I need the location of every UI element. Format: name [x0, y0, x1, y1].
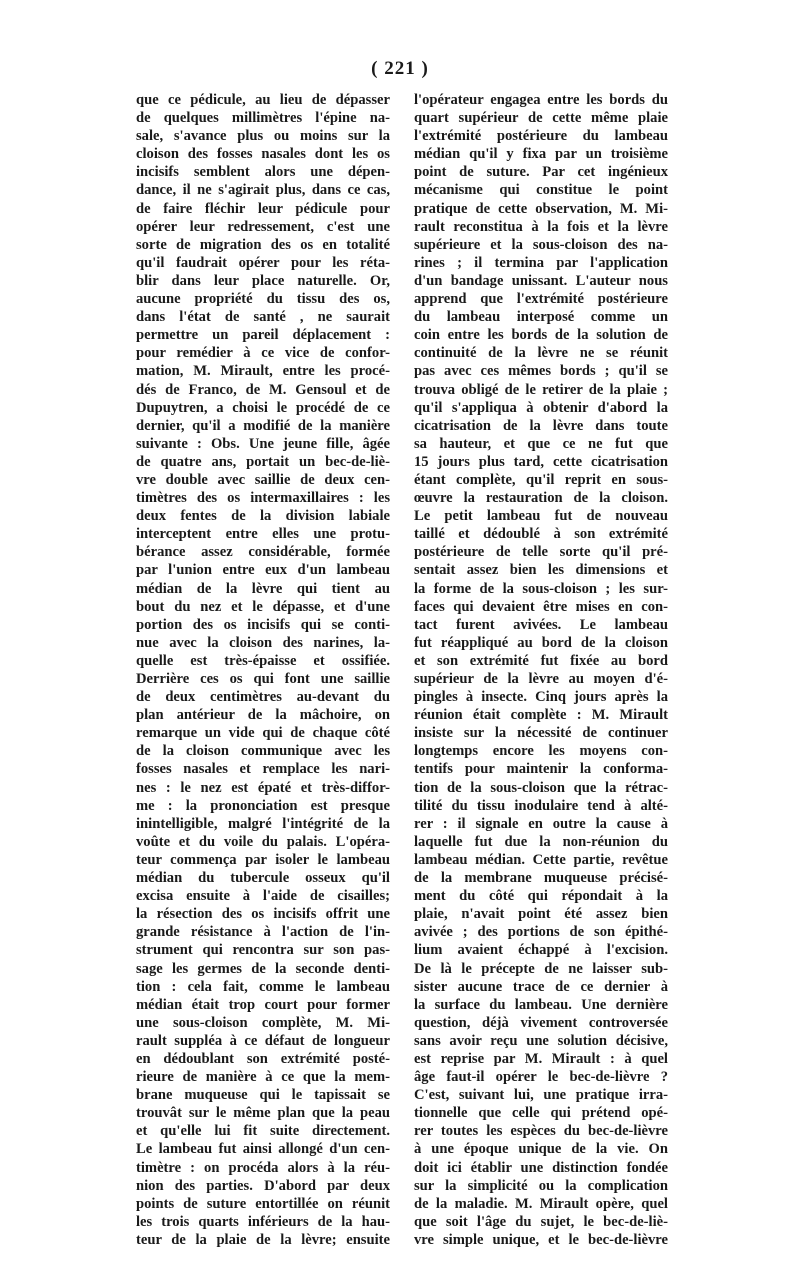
text-line: Le petit lambeau fut de nouveau: [414, 508, 668, 525]
text-line: est reprise par M. Mirault : à quel: [414, 1050, 668, 1067]
text-line: voûte et du voile du palais. L'opéra-: [136, 833, 390, 850]
text-line: tion : cela fait, comme le lambeau: [136, 978, 390, 995]
text-line: trouvât sur le même plan que la peau: [136, 1105, 390, 1122]
text-line: les trois quarts inférieurs de la hau-: [136, 1213, 390, 1230]
text-line: faces qui devaient être mises en con-: [414, 598, 668, 615]
text-line: taillé et dédoublé à son extrémité: [414, 526, 668, 543]
text-line: lium avaient échappé à l'excision.: [414, 942, 668, 959]
text-line: Le lambeau fut ainsi allongé d'un cen-: [136, 1141, 390, 1158]
text-line: réunion était complète : M. Mirault: [414, 707, 668, 724]
text-line: continuité de la lèvre ne se réunit: [414, 345, 668, 362]
text-line: médian du tubercule osseux qu'il: [136, 870, 390, 887]
text-line: de quelques millimètres l'épine na-: [136, 110, 390, 127]
text-line: rer toutes les espèces du bec-de-lièvre: [414, 1123, 668, 1140]
text-line: tionnelle que celle qui prétend opé-: [414, 1105, 668, 1122]
text-line: lambeau médian. Cette partie, revêtue: [414, 851, 668, 868]
text-line: timètre : on procéda alors à la réu-: [136, 1159, 390, 1176]
text-line: postérieure de telle sorte qu'il pré-: [414, 544, 668, 561]
text-line: trouva obligé de le retirer de la plaie ;: [414, 381, 668, 398]
text-line: étant complète, qu'il reprit en sous-: [414, 471, 668, 488]
text-line: strument qui rencontra sur son pas-: [136, 942, 390, 959]
text-line: rault reconstitua à la fois et la lèvre: [414, 218, 668, 235]
text-line: me : la prononciation est presque: [136, 797, 390, 814]
text-line: pratique de cette observation, M. Mi-: [414, 200, 668, 217]
text-line: teur de la plaie de la lèvre; ensuite: [136, 1231, 390, 1248]
text-line: bout du nez et le dépasse, et d'une: [136, 598, 390, 615]
text-line: de quatre ans, portait un bec-de-liè-: [136, 453, 390, 470]
text-line: quart supérieur de cette même plaie: [414, 110, 668, 127]
text-line: sage les germes de la seconde denti-: [136, 960, 390, 977]
text-line: permettre un pareil déplacement :: [136, 327, 390, 344]
text-line: que soit l'âge du sujet, le bec-de-liè-: [414, 1213, 668, 1230]
text-line: nion des parties. D'abord par deux: [136, 1177, 390, 1194]
text-line: sa hauteur, et que ce ne fut que: [414, 435, 668, 452]
text-line: et son extrémité fut fixée au bord: [414, 652, 668, 669]
text-line: Derrière ces os qui font une saillie: [136, 671, 390, 687]
text-line: de faire fléchir leur pédicule pour: [136, 200, 390, 217]
text-line: rieure de manière à ce que la mem-: [136, 1069, 390, 1086]
text-line: pour remédier à ce vice de confor-: [136, 345, 390, 362]
text-line: vre double avec saillie de deux cen-: [136, 471, 390, 488]
text-line: qu'il s'appliqua à obtenir d'abord la: [414, 399, 668, 416]
text-line: par l'union entre eux d'un lambeau: [136, 562, 390, 579]
text-line: médian de la lèvre qui tient au: [136, 580, 390, 597]
text-line: interceptent entre elles une protu-: [136, 526, 390, 543]
text-line: ment du côté qui répondait à la: [414, 888, 668, 905]
text-line: brane muqueuse qui le tapissait se: [136, 1087, 390, 1104]
text-line: suivante : Obs. Une jeune fille, âgée: [136, 435, 390, 452]
text-line: dans l'état de santé , ne saurait: [136, 309, 390, 326]
text-line: mécanisme qui constitue le point: [414, 182, 668, 199]
text-line: dés de Franco, de M. Gensoul et de: [136, 381, 390, 398]
text-line: pingles à insecte. Cinq jours après la: [414, 689, 668, 706]
text-line: pas avec ces mêmes bords ; qu'il se: [414, 363, 668, 380]
text-line: apprend que l'extrémité postérieure: [414, 291, 668, 308]
text-line: point de suture. Par cet ingénieux: [414, 164, 668, 181]
text-line: l'opérateur engagea entre les bords du: [414, 92, 668, 108]
text-line: supérieur de la lèvre au moyen d'é-: [414, 671, 668, 687]
text-line: de deux centimètres au-devant du: [136, 689, 390, 706]
text-line: doit ici établir une distinction fondée: [414, 1159, 668, 1176]
text-line: fosses nasales et remplace les nari-: [136, 761, 390, 778]
text-line: Dupuytren, a choisi le procédé de ce: [136, 399, 390, 416]
text-line: tentifs pour maintenir la conforma-: [414, 761, 668, 778]
text-line: plan antérieur de la mâchoire, on: [136, 707, 390, 724]
text-line: longtemps encore les moyens con-: [414, 743, 668, 760]
text-line: supérieure et la sous-cloison des na-: [414, 236, 668, 253]
text-line: timètres des os intermaxillaires : les: [136, 490, 390, 507]
text-line: insiste sur la nécessité de continuer: [414, 725, 668, 742]
text-line: et qu'elle lui fit suite directement.: [136, 1123, 390, 1140]
text-line: 15 jours plus tard, cette cicatrisation: [414, 453, 668, 470]
text-line: bérance assez considérable, formée: [136, 544, 390, 561]
text-line: de la maladie. M. Mirault opère, quel: [414, 1195, 668, 1212]
text-line: âge faut-il opérer le bec-de-lièvre ?: [414, 1069, 668, 1086]
text-line: teur commença par isoler le lambeau: [136, 851, 390, 868]
text-line: sur la simplicité ou la complication: [414, 1177, 668, 1194]
text-line: la forme de la sous-cloison ; les sur-: [414, 580, 668, 597]
text-line: excisa ensuite à l'aide de cisailles;: [136, 888, 390, 905]
text-line: tion de la sous-cloison que la rétrac-: [414, 779, 668, 796]
text-line: à une époque unique de la vie. On: [414, 1141, 668, 1158]
text-line: la résection des os incisifs offrit une: [136, 906, 390, 923]
text-line: œuvre la restauration de la cloison.: [414, 490, 668, 507]
text-line: aucune propriété du tissu des os,: [136, 291, 390, 308]
text-line: du lambeau interposé comme un: [414, 309, 668, 326]
text-line: portion des os incisifs qui se conti-: [136, 616, 390, 633]
text-line: nes : le nez est épaté et très-diffor-: [136, 779, 390, 796]
text-line: sentait assez bien les dimensions et: [414, 562, 668, 579]
text-line: fut réappliqué au bord de la cloison: [414, 634, 668, 651]
text-line: d'un bandage unissant. L'auteur nous: [414, 272, 668, 289]
text-line: sister aucune trace de ce dernier à: [414, 978, 668, 995]
text-line: deux fentes de la division labiale: [136, 508, 390, 525]
text-line: remarque un vide qui de chaque côté: [136, 725, 390, 742]
text-line: dance, il ne s'agirait plus, dans ce cas,: [136, 182, 390, 199]
text-line: vre simple unique, et le bec-de-lièvre: [414, 1231, 668, 1248]
text-line: mation, M. Mirault, entre les procé-: [136, 363, 390, 380]
right-column: [414, 91, 668, 1249]
text-line: dernier, qu'il a modifié de la manière: [136, 417, 390, 434]
text-line: plaie, n'avait point été assez bien: [414, 906, 668, 923]
text-line: laquelle fut due la non-réunion du: [414, 833, 668, 850]
text-line: question, déjà vivement controversée: [414, 1014, 668, 1031]
text-line: tilité du tissu inodulaire tend à alté-: [414, 797, 668, 814]
text-line: quelle est très-épaisse et ossifiée.: [136, 652, 390, 669]
text-line: sans avoir reçu une solution décisive,: [414, 1032, 668, 1049]
text-line: de la cloison communique avec les: [136, 743, 390, 760]
text-line: avivée ; des portions de son épithé-: [414, 924, 668, 941]
left-column: [136, 91, 390, 1249]
text-line: de la membrane muqueuse précisé-: [414, 870, 668, 887]
text-line: blir dans leur place naturelle. Or,: [136, 272, 390, 289]
text-line: sorte de migration des os en totalité: [136, 236, 390, 253]
text-line: que ce pédicule, au lieu de dépasser: [136, 92, 390, 108]
page-number: ( 221 ): [371, 58, 429, 79]
text-line: une sous-cloison complète, M. Mi-: [136, 1014, 390, 1031]
text-line: coin entre les bords de la solution de: [414, 327, 668, 344]
text-line: inintelligible, malgré l'intégrité de la: [136, 815, 390, 832]
text-line: incisifs semblent alors une dépen-: [136, 164, 390, 181]
text-line: rer : il signale en outre la cause à: [414, 815, 668, 832]
text-line: C'est, suivant lui, une pratique irra-: [414, 1087, 668, 1104]
text-line: médian était trop court pour former: [136, 996, 390, 1013]
text-line: points de suture entortillée on réunit: [136, 1195, 390, 1212]
text-line: la surface du lambeau. Une dernière: [414, 996, 668, 1013]
text-line: cicatrisation de la lèvre dans toute: [414, 417, 668, 434]
text-line: nue avec la cloison des narines, la-: [136, 634, 390, 651]
text-line: en dédoublant son extrémité posté-: [136, 1050, 390, 1067]
text-line: l'extrémité postérieure du lambeau: [414, 128, 668, 145]
text-line: médian qu'il y fixa par un troisième: [414, 146, 668, 163]
text-line: tact furent avivées. Le lambeau: [414, 616, 668, 633]
text-line: rines ; il termina par l'application: [414, 254, 668, 271]
text-line: De là le précepte de ne laisser sub-: [414, 960, 668, 977]
text-line: qu'il faudrait opérer pour les réta-: [136, 254, 390, 271]
text-line: opérer leur redressement, c'est une: [136, 218, 390, 235]
text-line: sale, s'avance plus ou moins sur la: [136, 128, 390, 145]
text-line: cloison des fosses nasales dont les os: [136, 146, 390, 163]
text-line: grande résistance à l'action de l'in-: [136, 924, 390, 941]
text-line: rault suppléa à ce défaut de longueur: [136, 1032, 390, 1049]
